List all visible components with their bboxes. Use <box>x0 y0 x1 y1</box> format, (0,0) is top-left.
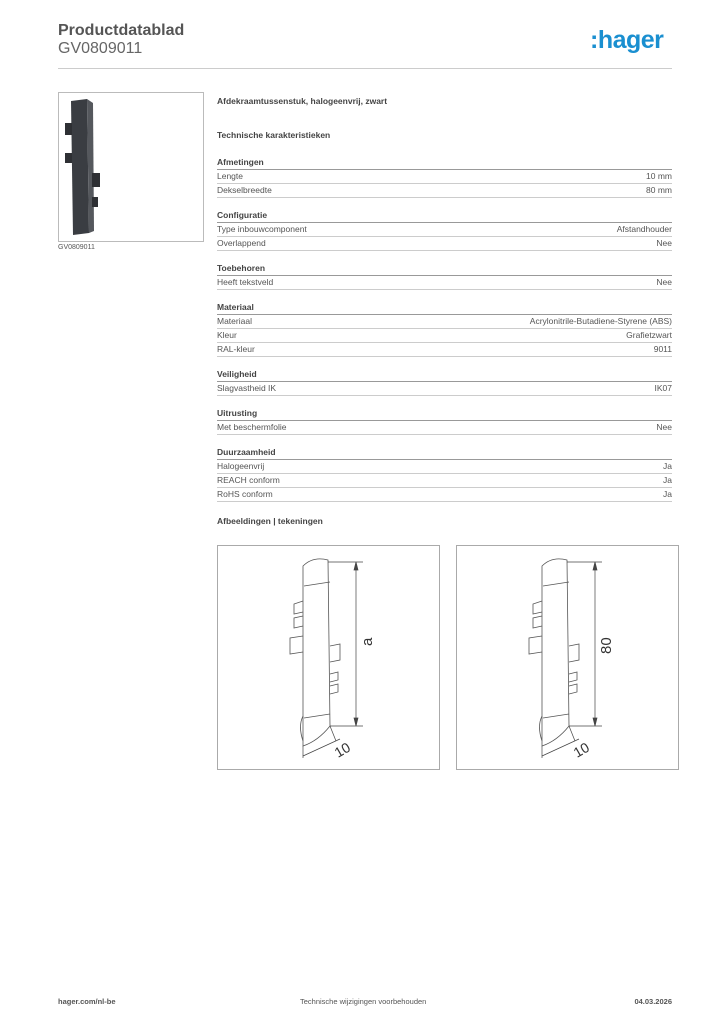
images-heading: Afbeeldingen | tekeningen <box>217 516 323 526</box>
spec-row <box>217 223 672 237</box>
spec-section <box>217 262 672 290</box>
section-title: Uitrusting <box>217 407 672 421</box>
spec-label: Kleur <box>217 330 237 340</box>
spec-row <box>217 237 672 251</box>
spec-row <box>217 343 672 357</box>
spec-row <box>217 329 672 343</box>
header-divider <box>58 68 672 69</box>
spec-label: Heeft tekstveld <box>217 277 274 287</box>
spec-section <box>217 446 672 502</box>
part-outline <box>290 559 340 746</box>
part-outline <box>529 559 579 746</box>
footer-date: 04.03.2026 <box>634 997 672 1006</box>
spec-value: 80 mm <box>646 185 672 195</box>
product-image <box>59 93 203 241</box>
product-code: GV0809011 <box>58 40 143 57</box>
product-description: Afdekraamtussenstuk, halogeenvrij, zwart <box>217 96 388 106</box>
spec-value: Acrylonitrile-Butadiene-Styrene (ABS) <box>529 316 672 326</box>
footer-disclaimer: Technische wijzigingen voorbehouden <box>300 997 427 1006</box>
spec-label: Dekselbreedte <box>217 185 272 195</box>
spec-label: Slagvastheid IK <box>217 383 277 393</box>
spec-value: Nee <box>656 422 672 432</box>
hager-logo: :hager <box>590 26 664 54</box>
drawing-dimension-a <box>217 545 440 770</box>
spec-section <box>217 407 672 435</box>
spec-row <box>217 170 672 184</box>
spec-row <box>217 315 672 329</box>
spec-value: Nee <box>656 277 672 287</box>
spec-row <box>217 276 672 290</box>
spec-row <box>217 474 672 488</box>
spec-section <box>217 209 672 251</box>
spec-value: Nee <box>656 238 672 248</box>
product-thumbnail <box>58 92 204 242</box>
section-title: Veiligheid <box>217 368 672 382</box>
spec-value: 9011 <box>653 344 672 354</box>
spec-value: Afstandhouder <box>616 224 672 234</box>
spec-row <box>217 421 672 435</box>
page-title: Productdatablad <box>58 22 185 39</box>
spec-value: IK07 <box>654 383 672 393</box>
spec-value: Ja <box>663 475 672 485</box>
drawing-dimension-80 <box>456 545 679 770</box>
depth-label: 10 <box>570 738 592 761</box>
technical-drawing <box>457 546 678 769</box>
spec-panel <box>217 96 672 526</box>
spec-label: Lengte <box>217 171 243 181</box>
section-title: Configuratie <box>217 209 672 223</box>
spec-section <box>217 301 672 357</box>
spec-label: Type inbouwcomponent <box>217 224 307 234</box>
spec-label: REACH conform <box>217 475 280 485</box>
spec-label: Overlappend <box>217 238 266 248</box>
spec-sections <box>217 156 672 502</box>
footer-website: hager.com/nl-be <box>58 997 116 1006</box>
section-title: Toebehoren <box>217 262 672 276</box>
dimension-lines <box>542 562 602 758</box>
technical-drawing <box>218 546 439 769</box>
spec-row <box>217 488 672 502</box>
spec-row <box>217 184 672 198</box>
height-label: a <box>359 637 376 646</box>
spec-label: RoHS conform <box>217 489 273 499</box>
depth-label: 10 <box>331 738 353 761</box>
section-title: Duurzaamheid <box>217 446 672 460</box>
spec-row <box>217 460 672 474</box>
section-title: Afmetingen <box>217 156 672 170</box>
spec-section <box>217 156 672 198</box>
spec-value: Ja <box>663 489 672 499</box>
dimension-lines <box>303 562 363 758</box>
spec-label: Met beschermfolie <box>217 422 287 432</box>
tech-heading: Technische karakteristieken <box>217 130 331 140</box>
spec-row <box>217 382 672 396</box>
spec-label: Materiaal <box>217 316 252 326</box>
height-label: 80 <box>598 637 615 654</box>
spec-section <box>217 368 672 396</box>
thumbnail-caption: GV0809011 <box>58 244 95 251</box>
spec-value: 10 mm <box>646 171 672 181</box>
spec-value: Ja <box>663 461 672 471</box>
spec-value: Grafietzwart <box>626 330 672 340</box>
spec-label: Halogeenvrij <box>217 461 265 471</box>
spec-label: RAL-kleur <box>217 344 255 354</box>
section-title: Materiaal <box>217 301 672 315</box>
